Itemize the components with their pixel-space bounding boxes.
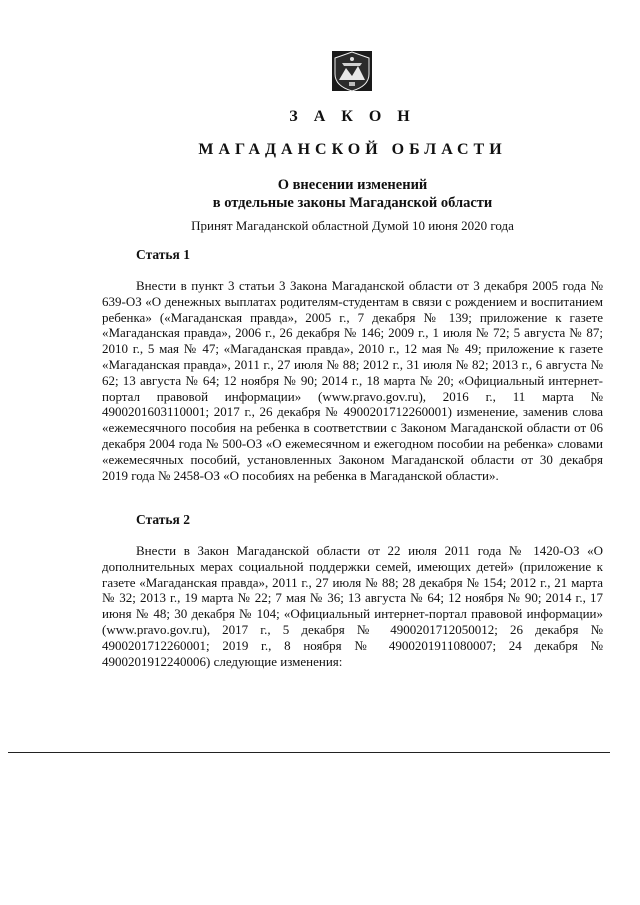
law-subject [0,176,640,212]
adoption-note: Принят Магаданской областной Думой 10 июня 2020 года [191,218,514,233]
region-title: МАГАДАНСКОЙ ОБЛАСТИ [198,141,507,158]
page-bottom-rule [8,752,610,753]
law-subject-line-2: в отдельные законы Магаданской области [212,195,493,211]
article-2-text: Внести в Закон Магаданской области от 22 июля 2011 года № 1420-ОЗ «О дополнительных мерах социальной поддержки семей, имеющих детей» (приложение к газете «Магаданская правда», 2011 г., 27 июля № 88; 28 декабря № 154; 2012 г., 21 марта № 32; 2013 г., 19 марта № 22; 7 мая № 36; 13 августа № 64; 12 ноября № 90; 2014 г., 17 июня № 48; 30 декабря № 104; «Официальный интернет-портал правовой информации» (www.pravo.gov.ru), 2017 г., 5 декабря № 4900201712050012; 26 декабря № 4900201712260001; 2019 г., 8 ноября № 4900201911080007; 24 декабря № 4900201912240006) следующие изменения: [102,543,603,669]
article-1-text: Внести в пункт 3 статьи 3 Закона Магаданской области от 3 декабря 2005 года № 639-ОЗ «О денежных выплатах родителям-студентам в связи с рождением и воспитанием ребенка» («Магаданская правда», 2005 г., 7 декабря № 139; приложение к газете «Магаданская правда», 2006 г., 26 декабря № 146; 2009 г., 1 июля № 72; 5 августа № 87; 2010 г., 5 мая № 47; «Магаданская правда», 2010 г., 12 мая № 49; приложение к газете «Магаданская правда», 2011 г., 27 июля № 88; 2012 г., 31 июля № 82; 2013 г., 6 августа № 62; 13 августа № 64; 12 ноября № 90; 2014 г., 18 марта № 20; «Официальный интернет-портал правовой информации» (www.pravo.gov.ru), 2016 г., 11 марта № 4900201603110001; 2017 г., 26 декабря № 4900201712260001) изменение, заменив слова «ежемесячного пособия на ребенка в соответствии с Законом Магаданской области от 06 декабря 2004 года № 500-ОЗ «О ежемесячном и ежегодном пособии на ребенка» словами «ежемесячных пособий, установленных Законом Магаданской области от 30 декабря 2019 года № 2458-ОЗ «О пособиях на ребенка в Магаданской области». [102,278,603,483]
article-1-heading: Статья 1 [136,247,190,262]
coat-of-arms-emblem [330,48,374,94]
law-subject-line-1: О внесении изменений [277,177,428,193]
article-2-heading: Статья 2 [136,512,190,527]
law-title: З А К О Н [289,108,416,125]
